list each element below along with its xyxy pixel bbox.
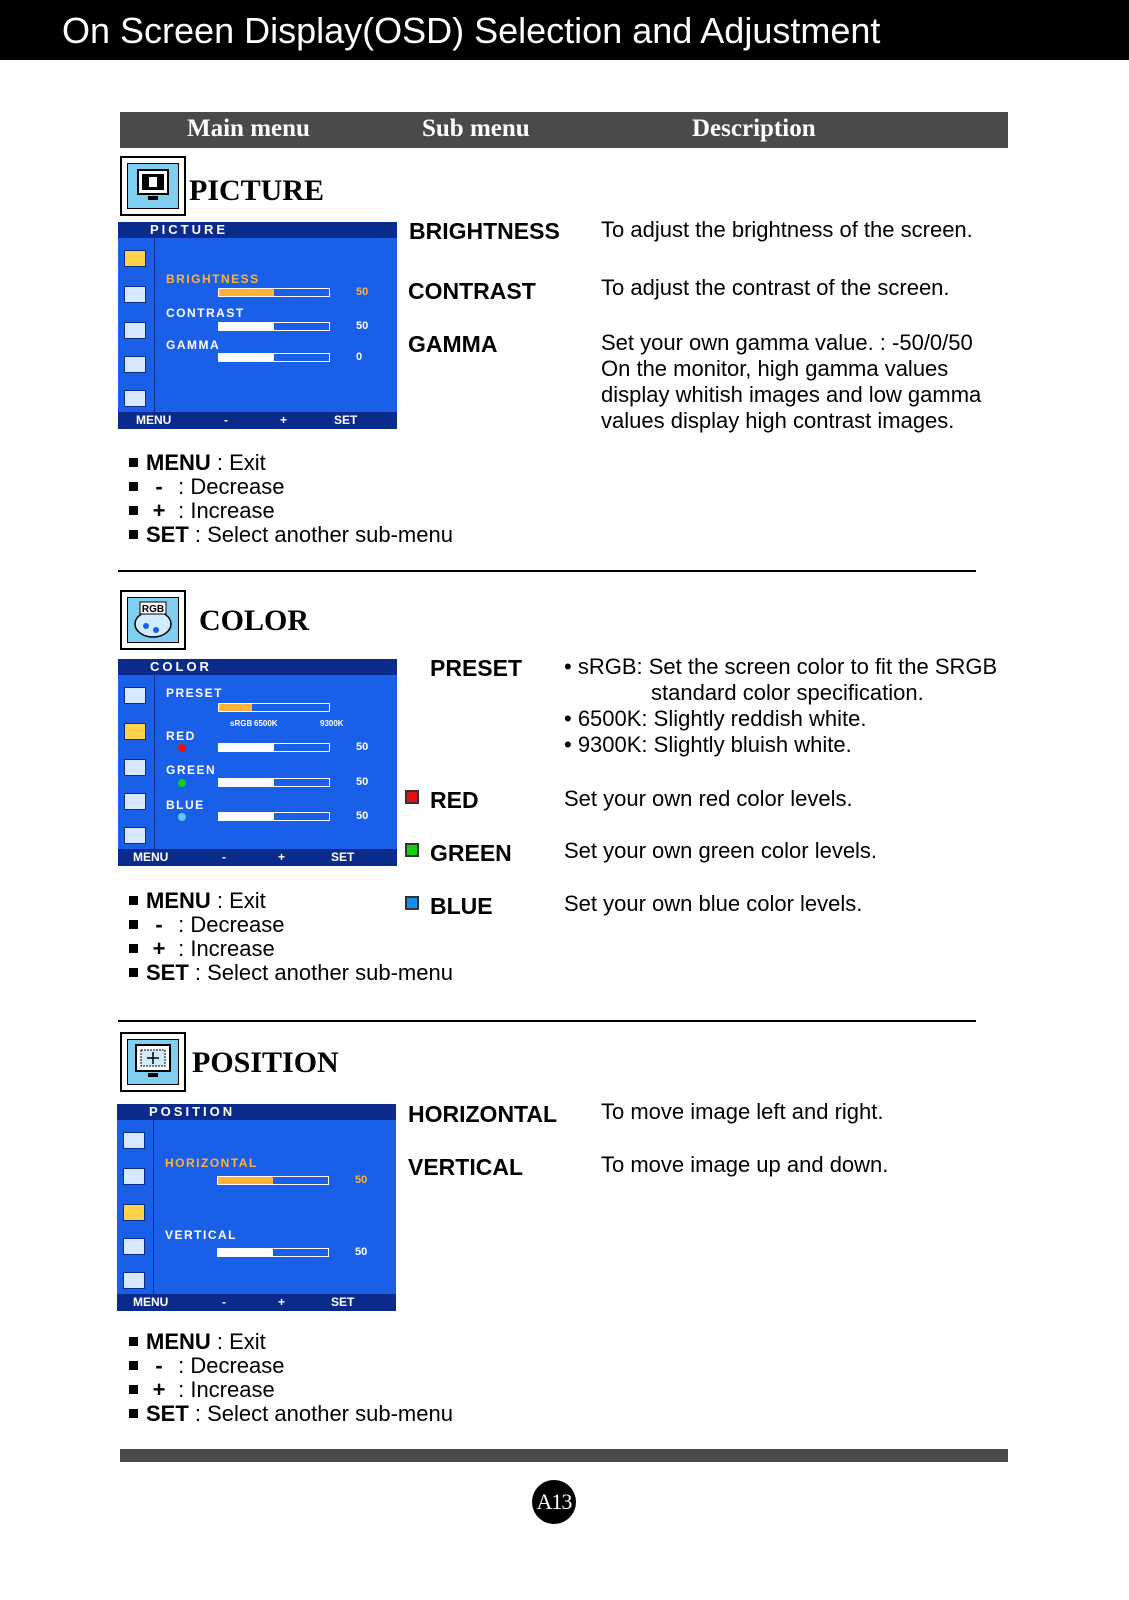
osd-brightness-label: BRIGHTNESS (166, 272, 260, 286)
legend-plus-key: + (152, 936, 166, 961)
osd-bottom-bar (118, 412, 397, 429)
legend-plus-text: : Increase (172, 1377, 275, 1402)
osd-bottom-bar (117, 1294, 396, 1311)
legend-minus-key: - (155, 912, 163, 937)
page-title: On Screen Display(OSD) Selection and Adjustment (62, 10, 881, 51)
picture-key-legend (129, 451, 453, 547)
osd-sidebar (118, 675, 155, 849)
osd-gamma-fill (219, 354, 274, 361)
color-key-legend (129, 889, 453, 985)
legend-menu-key: MENU (146, 450, 211, 475)
desc-gamma-line-3: display whitish images and low gamma (601, 382, 982, 407)
column-main-menu: Main menu (187, 115, 310, 142)
osd-minus-key: - (224, 413, 228, 427)
desc-gamma (601, 330, 981, 434)
tracking-tab-icon (124, 356, 146, 373)
osd-menu-key: MENU (133, 850, 169, 864)
submenu-blue: BLUE (430, 893, 493, 919)
green-square-icon (405, 843, 419, 857)
osd-preset-tick-6500k: 6500K (254, 719, 278, 728)
desc-preset-6500k: • 6500K: Slightly reddish white. (564, 706, 867, 731)
desc-preset-9300k: • 9300K: Slightly bluish white. (564, 732, 852, 757)
osd-preset-bar (218, 703, 330, 712)
osd-brightness-fill (219, 289, 274, 296)
osd-vertical-bar (217, 1248, 329, 1257)
osd-red-fill (219, 744, 274, 751)
osd-horizontal-fill (218, 1177, 273, 1184)
footer-bar (120, 1449, 1008, 1462)
red-square-icon (405, 790, 419, 804)
submenu-vertical: VERTICAL (408, 1154, 523, 1180)
osd-vertical-fill (218, 1249, 273, 1256)
osd-plus-key: + (280, 413, 288, 427)
position-osd-panel (117, 1104, 396, 1311)
legend-minus-text: : Decrease (172, 474, 285, 499)
legend-menu-key: MENU (146, 888, 211, 913)
osd-horizontal-bar (217, 1176, 329, 1185)
legend-plus-text: : Increase (172, 936, 275, 961)
setup-tab-icon (124, 390, 146, 407)
picture-tab-icon (123, 1132, 145, 1149)
osd-contrast-bar (218, 322, 330, 331)
osd-contrast-label: CONTRAST (166, 306, 245, 320)
desc-red: Set your own red color levels. (564, 786, 853, 811)
desc-vertical: To move image up and down. (601, 1152, 889, 1177)
blue-dot-icon (178, 813, 186, 821)
desc-blue: Set your own blue color levels. (564, 891, 863, 916)
position-key-legend (129, 1330, 453, 1426)
picture-section-title: PICTURE (189, 174, 325, 207)
desc-gamma-line-4: values display high contrast images. (601, 408, 955, 433)
desc-horizontal: To move image left and right. (601, 1099, 884, 1124)
section-divider (118, 1020, 976, 1022)
osd-green-label: GREEN (166, 763, 217, 777)
svg-text:RGB: RGB (141, 604, 165, 615)
osd-red-label: RED (166, 729, 196, 743)
osd-preset-tick-srgb: sRGB (230, 719, 253, 728)
osd-horizontal-label: HORIZONTAL (165, 1156, 258, 1170)
osd-sidebar (117, 1120, 154, 1294)
osd-red-bar (218, 743, 330, 752)
legend-menu-key: MENU (146, 1329, 211, 1354)
desc-gamma-line-2: On the monitor, high gamma values (601, 356, 949, 381)
color-section-title: COLOR (199, 604, 310, 637)
osd-title-bar: PICTURE (118, 222, 397, 238)
osd-green-fill (219, 779, 274, 786)
position-tab-icon (124, 322, 146, 339)
section-divider (118, 570, 976, 572)
position-section-title: POSITION (192, 1046, 339, 1079)
setup-tab-icon (124, 827, 146, 844)
osd-bottom-bar (118, 849, 397, 866)
position-monitor-icon (128, 1040, 178, 1084)
legend-set-text: : Select another sub-menu (188, 1401, 453, 1426)
desc-gamma-line-1: Set your own gamma value. : -50/0/50 (601, 330, 973, 355)
osd-sidebar (118, 238, 155, 412)
osd-set-key: SET (334, 413, 358, 427)
legend-minus-text: : Decrease (172, 912, 285, 937)
desc-preset-srgb-cont: standard color specification. (651, 680, 924, 705)
picture-section-icon (120, 156, 186, 216)
desc-preset-srgb: • sRGB: Set the screen color to fit the SRGB (564, 654, 998, 679)
desc-brightness: To adjust the brightness of the screen. (601, 217, 973, 242)
rgb-palette-icon (128, 598, 178, 642)
osd-minus-key: - (222, 850, 226, 864)
legend-minus-text: : Decrease (172, 1353, 285, 1378)
picture-tab-icon (124, 687, 146, 704)
submenu-green: GREEN (430, 840, 512, 866)
desc-green: Set your own green color levels. (564, 838, 878, 863)
color-tab-icon (123, 1168, 145, 1185)
osd-blue-value: 50 (356, 810, 369, 822)
picture-osd-panel (118, 222, 397, 429)
osd-green-bar (218, 778, 330, 787)
color-osd-panel (118, 659, 397, 866)
osd-brightness-value: 50 (356, 286, 369, 298)
osd-blue-label: BLUE (166, 798, 205, 812)
legend-plus-key: + (152, 1377, 166, 1402)
osd-gamma-label: GAMMA (166, 338, 221, 352)
osd-set-key: SET (331, 1295, 355, 1309)
column-sub-menu: Sub menu (422, 115, 530, 142)
picture-tab-icon (124, 250, 146, 267)
osd-blue-bar (218, 812, 330, 821)
legend-menu-text: : Exit (210, 450, 266, 475)
osd-plus-key: + (278, 1295, 286, 1309)
legend-menu-text: : Exit (210, 1329, 266, 1354)
tracking-tab-icon (124, 793, 146, 810)
submenu-contrast: CONTRAST (408, 278, 536, 304)
osd-set-key: SET (331, 850, 355, 864)
osd-menu-key: MENU (136, 413, 172, 427)
position-tab-icon (124, 759, 146, 776)
submenu-red: RED (430, 787, 479, 813)
submenu-horizontal: HORIZONTAL (408, 1101, 558, 1127)
legend-set-text: : Select another sub-menu (188, 522, 453, 547)
legend-menu-text: : Exit (210, 888, 266, 913)
green-dot-icon (178, 779, 186, 787)
desc-preset (564, 654, 997, 758)
osd-title-bar: POSITION (117, 1104, 396, 1120)
osd-plus-key: + (278, 850, 286, 864)
osd-horizontal-value: 50 (355, 1174, 368, 1186)
legend-set-key: SET (146, 960, 189, 985)
osd-preset-label: PRESET (166, 686, 224, 700)
submenu-brightness: BRIGHTNESS (409, 218, 560, 244)
color-section-icon (120, 590, 186, 650)
submenu-preset: PRESET (430, 655, 523, 681)
osd-preset-tick-9300k: 9300K (320, 719, 344, 728)
position-section-icon (120, 1032, 186, 1092)
osd-minus-key: - (222, 1295, 226, 1309)
osd-menu-key: MENU (133, 1295, 169, 1309)
legend-set-key: SET (146, 522, 189, 547)
osd-vertical-label: VERTICAL (165, 1228, 237, 1242)
legend-minus-key: - (155, 1353, 163, 1378)
osd-gamma-value: 0 (356, 351, 363, 363)
desc-contrast: To adjust the contrast of the screen. (601, 275, 950, 300)
column-description: Description (692, 115, 816, 142)
setup-tab-icon (123, 1272, 145, 1289)
osd-blue-fill (219, 813, 274, 820)
osd-red-value: 50 (356, 741, 369, 753)
position-tab-icon (123, 1204, 145, 1221)
monitor-icon (128, 164, 178, 208)
osd-title-bar: COLOR (118, 659, 397, 675)
osd-brightness-bar (218, 288, 330, 297)
page-number: A13 (532, 1480, 576, 1524)
column-header (120, 112, 1008, 148)
submenu-gamma: GAMMA (408, 331, 498, 357)
page-header (0, 0, 1129, 60)
osd-contrast-fill (219, 323, 274, 330)
osd-green-value: 50 (356, 776, 369, 788)
legend-minus-key: - (155, 474, 163, 499)
legend-set-text: : Select another sub-menu (188, 960, 453, 985)
legend-set-key: SET (146, 1401, 189, 1426)
osd-gamma-bar (218, 353, 330, 362)
color-tab-icon (124, 723, 146, 740)
legend-plus-text: : Increase (172, 498, 275, 523)
color-tab-icon (124, 286, 146, 303)
osd-vertical-value: 50 (355, 1246, 368, 1258)
red-dot-icon (178, 744, 186, 752)
legend-plus-key: + (152, 498, 166, 523)
osd-preset-fill (219, 704, 252, 711)
tracking-tab-icon (123, 1238, 145, 1255)
osd-contrast-value: 50 (356, 320, 369, 332)
